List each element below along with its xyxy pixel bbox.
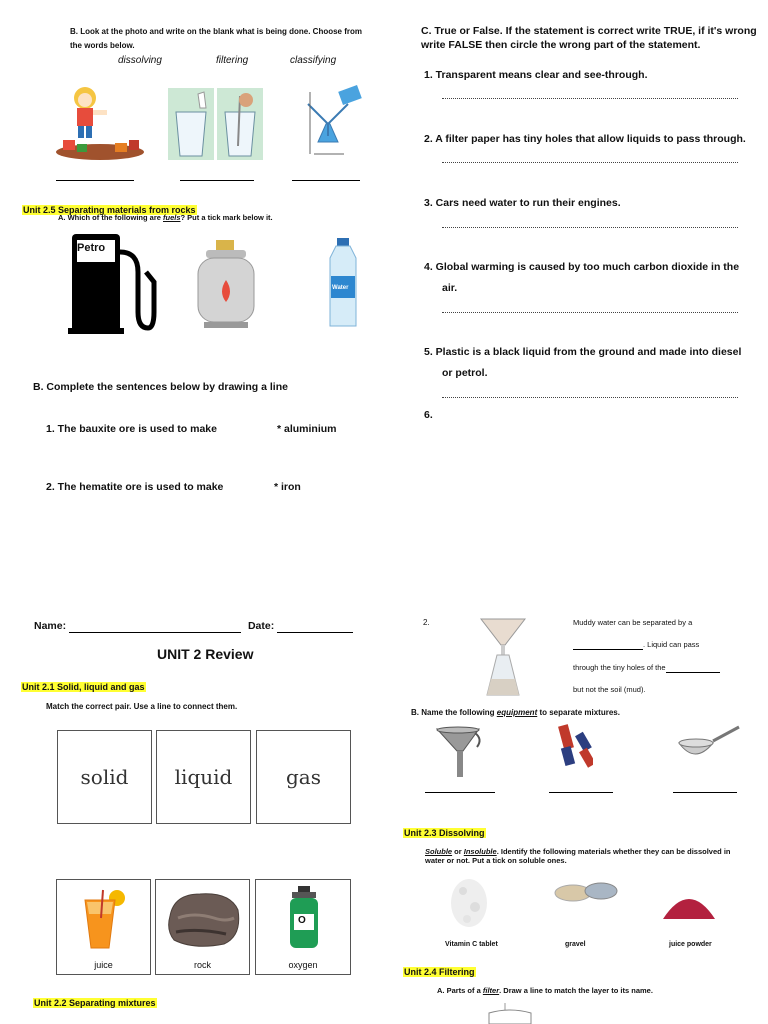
tf-answer-line-3[interactable] [442,227,738,228]
tf-answer-line-2[interactable] [442,162,738,163]
magnet-icon [557,723,593,773]
name-field[interactable] [69,620,241,633]
muddy-blank-2[interactable] [666,663,720,673]
picture-card-juice[interactable] [56,879,151,975]
instruction-b-line2: the words below. [70,41,135,50]
tf-question-5-line1: 5. Plastic is a black liquid from the ground and made into diesel [424,346,742,358]
card-solid[interactable]: solid [57,730,152,824]
tf-answer-line-5[interactable] [442,397,738,398]
muddy-line2: . Liquid can pass [573,640,699,650]
unit-2-3-heading: Unit 2.3 Dissolving [404,828,485,838]
equipment-blank-1[interactable] [425,792,495,793]
tf-question-6: 6. [424,409,433,421]
name-date-row: Name: Date: [34,620,353,633]
muddy-blank-1[interactable] [573,640,643,650]
soluble-instruction: Soluble or Insoluble. Identify the following materials whether they can be dissolved in water or not. Put a tick on soluble ones. [425,847,731,865]
equipment-blank-3[interactable] [673,792,737,793]
unit-2-4-heading: Unit 2.4 Filtering [404,967,475,977]
filter-layers-picture [487,1003,533,1024]
funnel-flask-picture [475,615,531,699]
gravel-icon [553,879,621,907]
girl-sorting-picture [55,80,147,164]
answer-blank-3[interactable] [292,180,360,181]
caption-oxygen: oxygen [288,960,318,970]
vitamin-c-tablet-icon [441,871,497,935]
caption-juice: juice [94,960,113,970]
answer-blank-2[interactable] [180,180,254,181]
tf-question-4-line1: 4. Global warming is caused by too much carbon dioxide in the [424,261,740,273]
label-vitamin-c: Vitamin C tablet [445,941,498,948]
tf-answer-line-1[interactable] [442,98,738,99]
picture-card-rock[interactable] [155,879,250,975]
funnel-icon [435,725,485,779]
juice-powder-icon [659,879,719,923]
top-left-worksheet [0,0,384,600]
sentence-2: 2. The hematite ore is used to make [46,481,224,493]
word-dissolving: dissolving [118,55,162,66]
date-field[interactable] [277,620,353,633]
rock-icon [164,888,242,950]
filter-parts-instruction: A. Parts of a filter. Draw a line to match the layer to its name. [437,986,653,995]
equipment-blank-2[interactable] [549,792,613,793]
petrol-label: Petro [77,242,106,254]
picture-card-oxygen[interactable] [255,879,351,975]
water-bottle-icon [326,236,360,330]
tf-question-5-line2: or petrol. [442,367,488,379]
tf-answer-line-4[interactable] [442,312,738,313]
gas-cylinder-icon [196,238,258,330]
dissolving-pictures [168,88,263,160]
true-false-heading-line1: C. True or False. If the statement is correct write TRUE, if it's wrong [421,25,757,37]
instruction-b-line1: B. Look at the photo and write on the blank what is being done. Choose from [70,27,363,36]
name-equipment-heading: B. Name the following equipment to separate mixtures. [411,708,620,717]
o2-label: O [298,915,306,926]
unit-2-5-heading: Unit 2.5 Separating materials from rocks [23,205,196,215]
juice-glass-icon [81,888,127,950]
muddy-line1: Muddy water can be separated by a [573,618,693,627]
filtering-picture [300,84,364,164]
label-gravel: gravel [565,941,586,948]
tf-question-4-line2: air. [442,282,458,294]
answer-blank-1[interactable] [56,180,134,181]
answer-iron[interactable]: * iron [274,481,301,493]
complete-sentences-heading: B. Complete the sentences below by drawing a line [33,381,288,393]
card-gas[interactable]: gas [256,730,351,824]
unit-2-2-heading: Unit 2.2 Separating mixtures [34,998,156,1008]
sentence-1: 1. The bauxite ore is used to make [46,423,217,435]
true-false-heading-line2: write FALSE then circle the wrong part of the statement. [421,39,701,51]
unit-2-1-heading: Unit 2.1 Solid, liquid and gas [22,682,145,692]
tf-question-3: 3. Cars need water to run their engines. [424,197,621,209]
page-title: UNIT 2 Review [157,646,254,662]
bottom-right-worksheet [395,607,768,1024]
tf-question-2: 2. A filter paper has tiny holes that allow liquids to pass through. [424,133,746,145]
caption-rock: rock [193,960,211,970]
water-label: Water [332,285,349,291]
tf-question-1: 1. Transparent means clear and see-through. [424,69,648,81]
muddy-line4: but not the soil (mud). [573,685,646,694]
answer-aluminium[interactable]: * aluminium [277,423,337,435]
muddy-line3: through the tiny holes of the [573,663,720,673]
match-instruction: Match the correct pair. Use a line to connect them. [46,702,238,711]
sieve-icon [675,725,741,765]
question-number-2: 2. [423,618,430,627]
card-liquid[interactable]: liquid [156,730,251,824]
word-classifying: classifying [290,55,337,66]
fuels-question: A. Which of the following are fuels? Put a tick mark below it. [58,213,273,222]
label-juice-powder: juice powder [669,941,712,948]
top-right-worksheet [384,0,768,600]
bottom-left-worksheet [0,600,384,1024]
word-filtering: filtering [216,55,249,66]
